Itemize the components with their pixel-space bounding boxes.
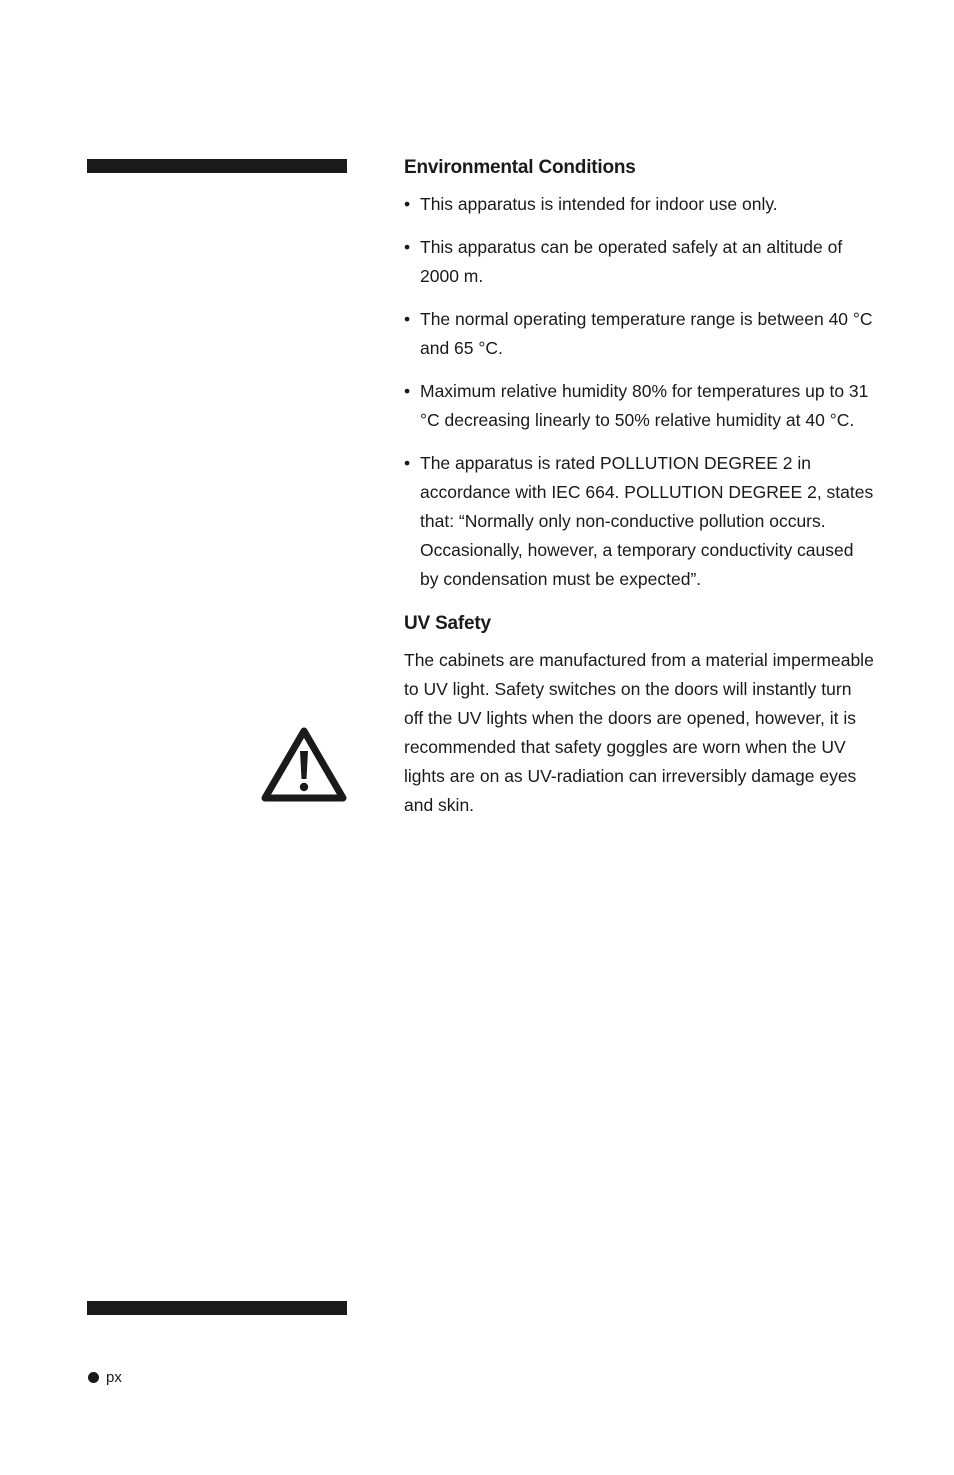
list-item: • Maximum relative humidity 80% for temperatures up to 31 °C decreasing linearly to 50% relative humidity at 40 °C. [404,377,874,435]
list-item: • The normal operating temperature range is between 40 °C and 65 °C. [404,305,874,363]
main-content [404,154,874,820]
environmental-list [404,190,874,594]
list-item: • This apparatus can be operated safely at an altitude of 2000 m. [404,233,874,291]
bottom-rule [87,1301,347,1315]
page-footer [88,1366,122,1390]
bullet-dot-icon [88,1372,99,1383]
uv-safety-heading: UV Safety [404,613,491,634]
top-rule [87,159,347,173]
list-item: • The apparatus is rated POLLUTION DEGREE 2 in accordance with IEC 664. POLLUTION DEGREE 2, states that: “Normally only non-conductive pollution occurs. Occasionally, however, a temporary conductivity caused by condensation must be expected”. [404,449,874,594]
warning-triangle-icon [259,725,349,805]
list-item: • This apparatus is intended for indoor use only. [404,190,874,219]
page-number: px [106,1369,122,1386]
uv-safety-paragraph: The cabinets are manufactured from a material impermeable to UV light. Safety switches on the doors will instantly turn off the UV lights when the doors are opened, however, it is recommended that safety goggles are worn when the UV lights are on as UV-radiation can irreversibly damage eyes and skin. [404,650,874,815]
environmental-heading: Environmental Conditions [404,157,636,178]
